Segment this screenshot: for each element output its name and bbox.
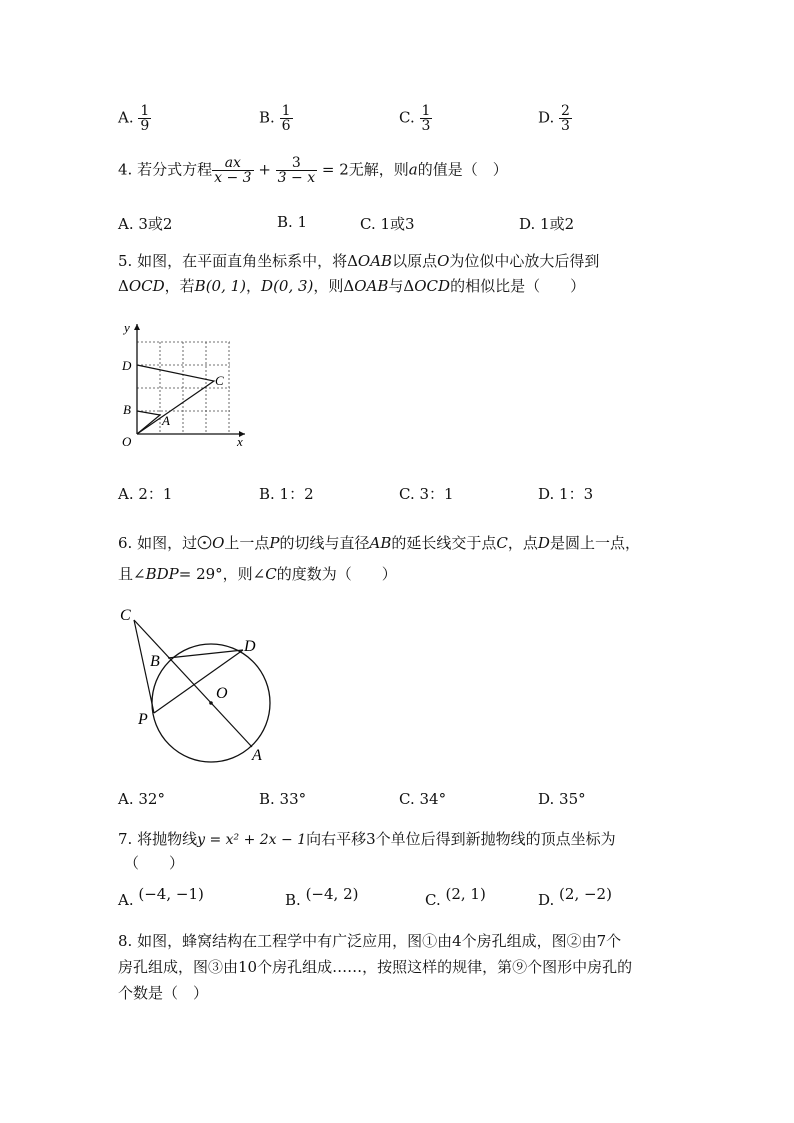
q4-option-a: A. 3或2: [118, 215, 173, 233]
q7-option-b: B. (−4, 2): [285, 885, 359, 909]
q6-stem-line1: 6. 如图，过 O上一点P的切线与直径AB的延长线交于点C，点D是圆上一点，: [118, 534, 640, 552]
q8-stem-line2: 房孔组成，图③由10个房孔组成……，按照这样的规律，第⑨个图形中房孔的: [118, 958, 633, 976]
q4-stem: 4. 若分式方程 $\frac{ax}{x - 3}$ + $\frac{3}{3 - x}$ = 2无解，则a的值是（ ）: [118, 155, 508, 186]
q3-option-b: B. $\frac{1}{6}$: [259, 103, 291, 134]
q5-option-a: A. 2：1: [118, 485, 173, 503]
q5-label-d: D: [122, 358, 132, 373]
q6-option-a: A. 32°: [118, 790, 165, 808]
q5-label-c: C: [215, 373, 224, 388]
q3-option-c: C. $\frac{1}{3}$: [399, 103, 431, 134]
q7-option-c: C. (2, 1): [425, 885, 486, 909]
circle-dot-icon: [197, 535, 212, 550]
q8-stem-line1: 8. 如图，蜂窝结构在工程学中有广泛应用，图①由4个房孔组成，图②由7个: [118, 932, 622, 950]
q6-label-o: O: [216, 685, 228, 702]
q6-label-c: C: [120, 607, 131, 624]
q4-option-c: C. 1或3: [360, 215, 415, 233]
q6-line-ca: [134, 620, 252, 747]
q5-option-b: B. 1：2: [259, 485, 314, 503]
q5-triangle-ocd: [137, 365, 214, 434]
q6-label-p: P: [138, 711, 148, 728]
q6-option-c: C. 34°: [399, 790, 447, 808]
q3-option-d: D. $\frac{2}{3}$: [538, 103, 570, 134]
q5-label-x: x: [237, 434, 243, 449]
q5-option-c: C. 3：1: [399, 485, 454, 503]
q6-label-b: B: [150, 653, 160, 670]
q6-option-b: B. 33°: [259, 790, 307, 808]
q6-line-pd: [154, 650, 243, 713]
q6-center-dot: [209, 701, 213, 705]
q6-label-d: D: [244, 638, 256, 655]
q6-label-a: A: [252, 747, 262, 764]
q7-stem-line1: 7. 将抛物线y = x² + 2x − 1向右平移3个单位后得到新抛物线的顶点坐标为: [118, 830, 616, 848]
q5-grid: [137, 342, 230, 434]
q7-option-a: A. (−4, −1): [118, 885, 204, 909]
q5-option-d: D. 1：3: [538, 485, 594, 503]
q5-label-b: B: [123, 402, 131, 417]
q5-label-y: y: [124, 320, 130, 335]
q5-stem-line1: 5. 如图，在平面直角坐标系中，将ΔOAB以原点O为位似中心放大后得到: [118, 252, 600, 270]
q6-option-d: D. 35°: [538, 790, 586, 808]
q4-option-d: D. 1或2: [519, 215, 575, 233]
q7-stem-line2: （ ）: [124, 854, 185, 872]
q6-circle-figure: [112, 600, 282, 770]
q5-coordinate-figure: [115, 318, 255, 453]
q5-y-arrow: [134, 324, 140, 330]
q4-option-b: B. 1: [277, 213, 308, 231]
q7-option-d: D. (2, −2): [538, 885, 612, 909]
q8-stem-line3: 个数是（ ）: [118, 984, 209, 1002]
q5-stem-line2: ΔOCD，若B(0, 1)，D(0, 3)，则ΔOAB与ΔOCD的相似比是（ ）: [118, 277, 586, 295]
q6-stem-line2: 且∠BDP= 29°，则∠C的度数为（ ）: [118, 565, 397, 583]
q5-label-o: O: [122, 434, 132, 449]
q5-triangle-oab: [137, 411, 160, 434]
q3-option-a: A. $\frac{1}{9}$: [118, 103, 150, 134]
q5-label-a: A: [162, 413, 170, 428]
